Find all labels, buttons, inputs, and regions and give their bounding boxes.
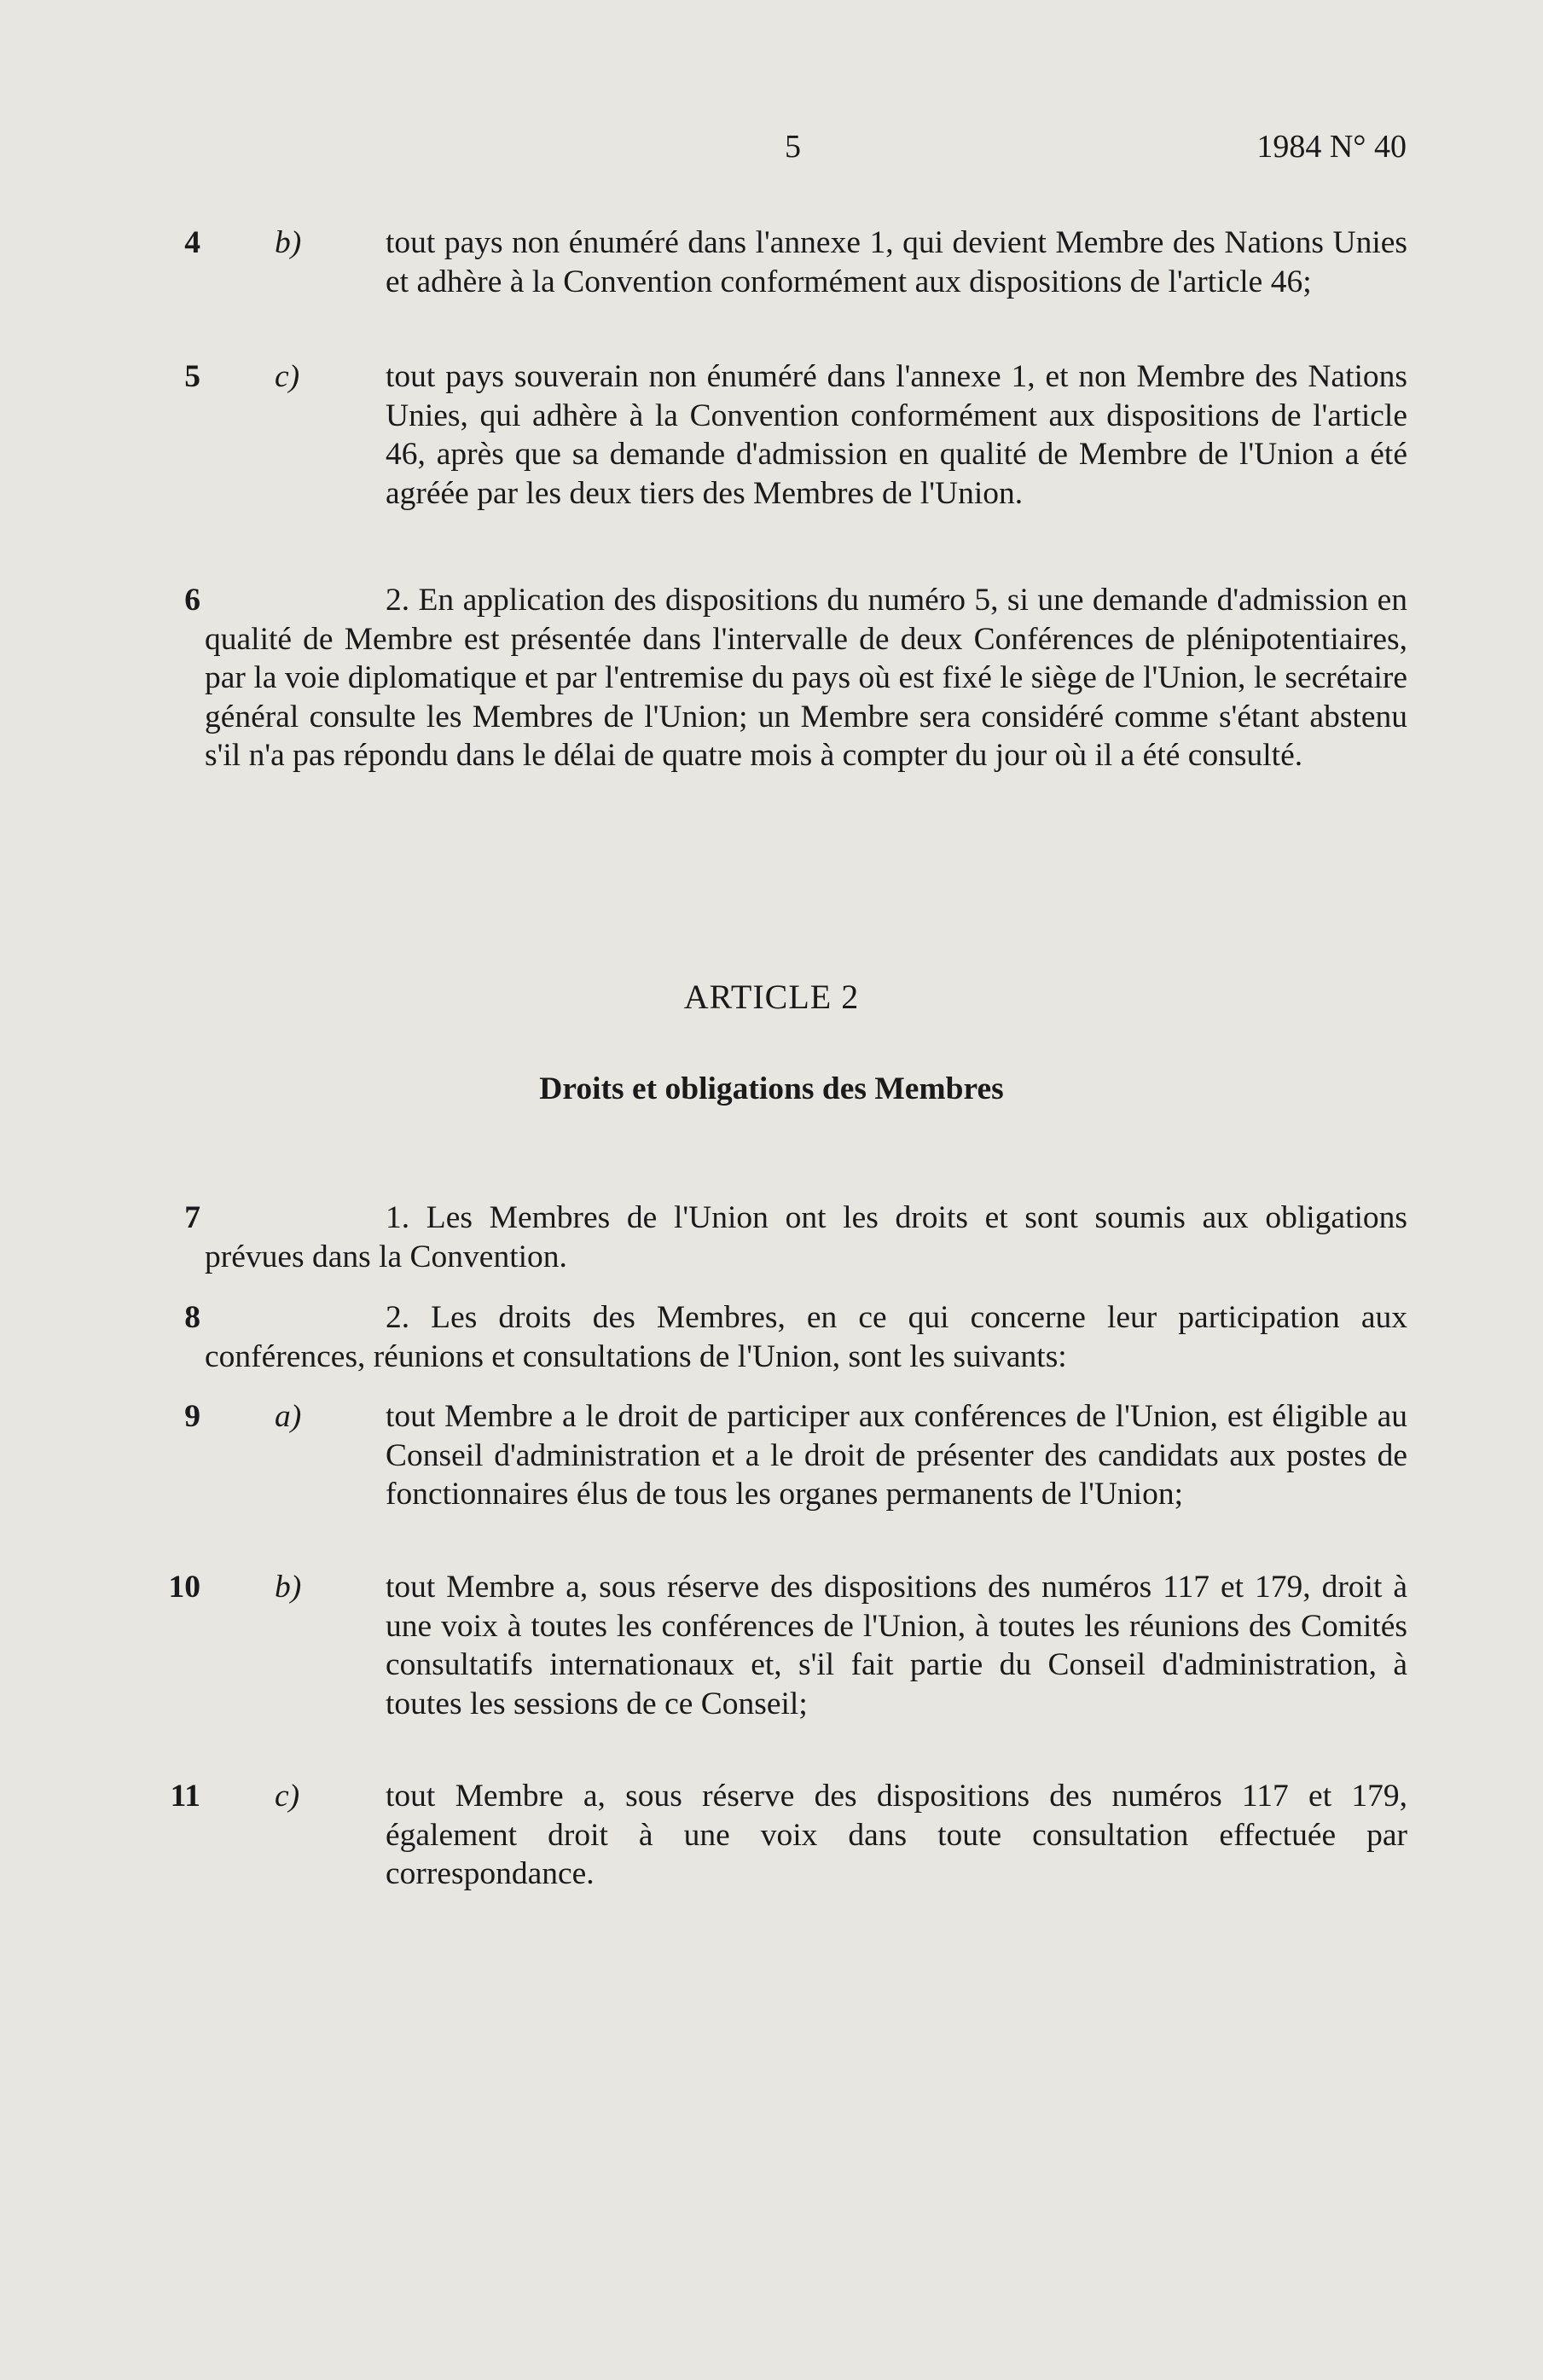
provision-text: tout pays non énuméré dans l'annexe 1, qui devient Membre des Nations Unies et adhère à la Convention conformément aux dispositions de l'article 46; (386, 225, 1407, 299)
provision-number: 9 (184, 1399, 200, 1434)
provision-text: 1. Les Membres de l'Union ont les droits et sont soumis aux obligations prévues dans la Convention. (205, 1200, 1407, 1274)
provision-10 (168, 1568, 1407, 1723)
provision-text: tout pays souverain non énuméré dans l'annexe 1, et non Membre des Nations Unies, qui adhère à la Convention conformément aux dispositions de l'article 46, après que sa demande d'admission en qualité de Membre de l'Union a été agréée par les deux tiers des Membres de l'Union. (386, 359, 1407, 511)
provision-text: tout Membre a le droit de participer aux conférences de l'Union, est éligible au Conseil d'administration et a le droit de présenter des candidats aux postes de fonctionnaires élus de tous les organes permanents de l'Union; (386, 1399, 1407, 1512)
provision-5 (184, 357, 1407, 513)
provision-number: 11 (170, 1779, 200, 1814)
provision-number: 6 (184, 583, 200, 618)
provision-8 (184, 1298, 1407, 1376)
provision-letter: c) (275, 1779, 300, 1814)
provision-number: 7 (184, 1200, 200, 1235)
provision-4 (184, 223, 1407, 301)
provision-text: tout Membre a, sous réserve des dispositions des numéros 117 et 179, droit à une voix à toutes les conférences de l'Union, à toutes les réunions des Comités consultatifs internationaux et, s'il fait partie du Conseil d'administration, à toutes les sessions de ce Conseil; (386, 1570, 1407, 1721)
provision-letter: a) (275, 1399, 302, 1434)
article-subtitle: Droits et obligations des Membres (539, 1071, 1004, 1106)
provision-6 (184, 581, 1407, 775)
provision-11 (170, 1777, 1407, 1894)
provision-text: tout Membre a, sous réserve des dispositions des numéros 117 et 179, également droit à une voix dans toute consultation effectuée par correspondance. (386, 1779, 1407, 1891)
page-header (0, 128, 1543, 171)
provision-text: 2. En application des dispositions du numéro 5, si une demande d'admission en qualité de Membre est présentée dans l'intervalle de deux Conférences de plénipotentiaires, par la voie diplomatique et par l'entremise du pays où est fixé le siège de l'Union, le secrétaire général consulte les Membres de l'Union; un Membre sera considéré comme s'étant abstenu s'il n'a pas répondu dans le délai de quatre mois à compter du jour où il a été consulté. (205, 583, 1407, 773)
provision-letter: b) (275, 1570, 302, 1605)
provision-letter: b) (275, 225, 302, 260)
provision-7 (184, 1199, 1407, 1276)
provision-number: 10 (168, 1570, 200, 1605)
provision-number: 8 (184, 1300, 200, 1335)
provision-letter: c) (275, 359, 300, 394)
provision-number: 5 (184, 359, 200, 394)
page-number: 5 (785, 129, 801, 165)
article-title: ARTICLE 2 (683, 978, 860, 1016)
provision-text: 2. Les droits des Membres, en ce qui concerne leur participation aux conférences, réunions et consultations de l'Union, sont les suivants: (205, 1300, 1407, 1374)
provision-9 (184, 1397, 1407, 1514)
provision-number: 4 (184, 225, 200, 260)
document-reference: 1984 N° 40 (1256, 129, 1407, 165)
